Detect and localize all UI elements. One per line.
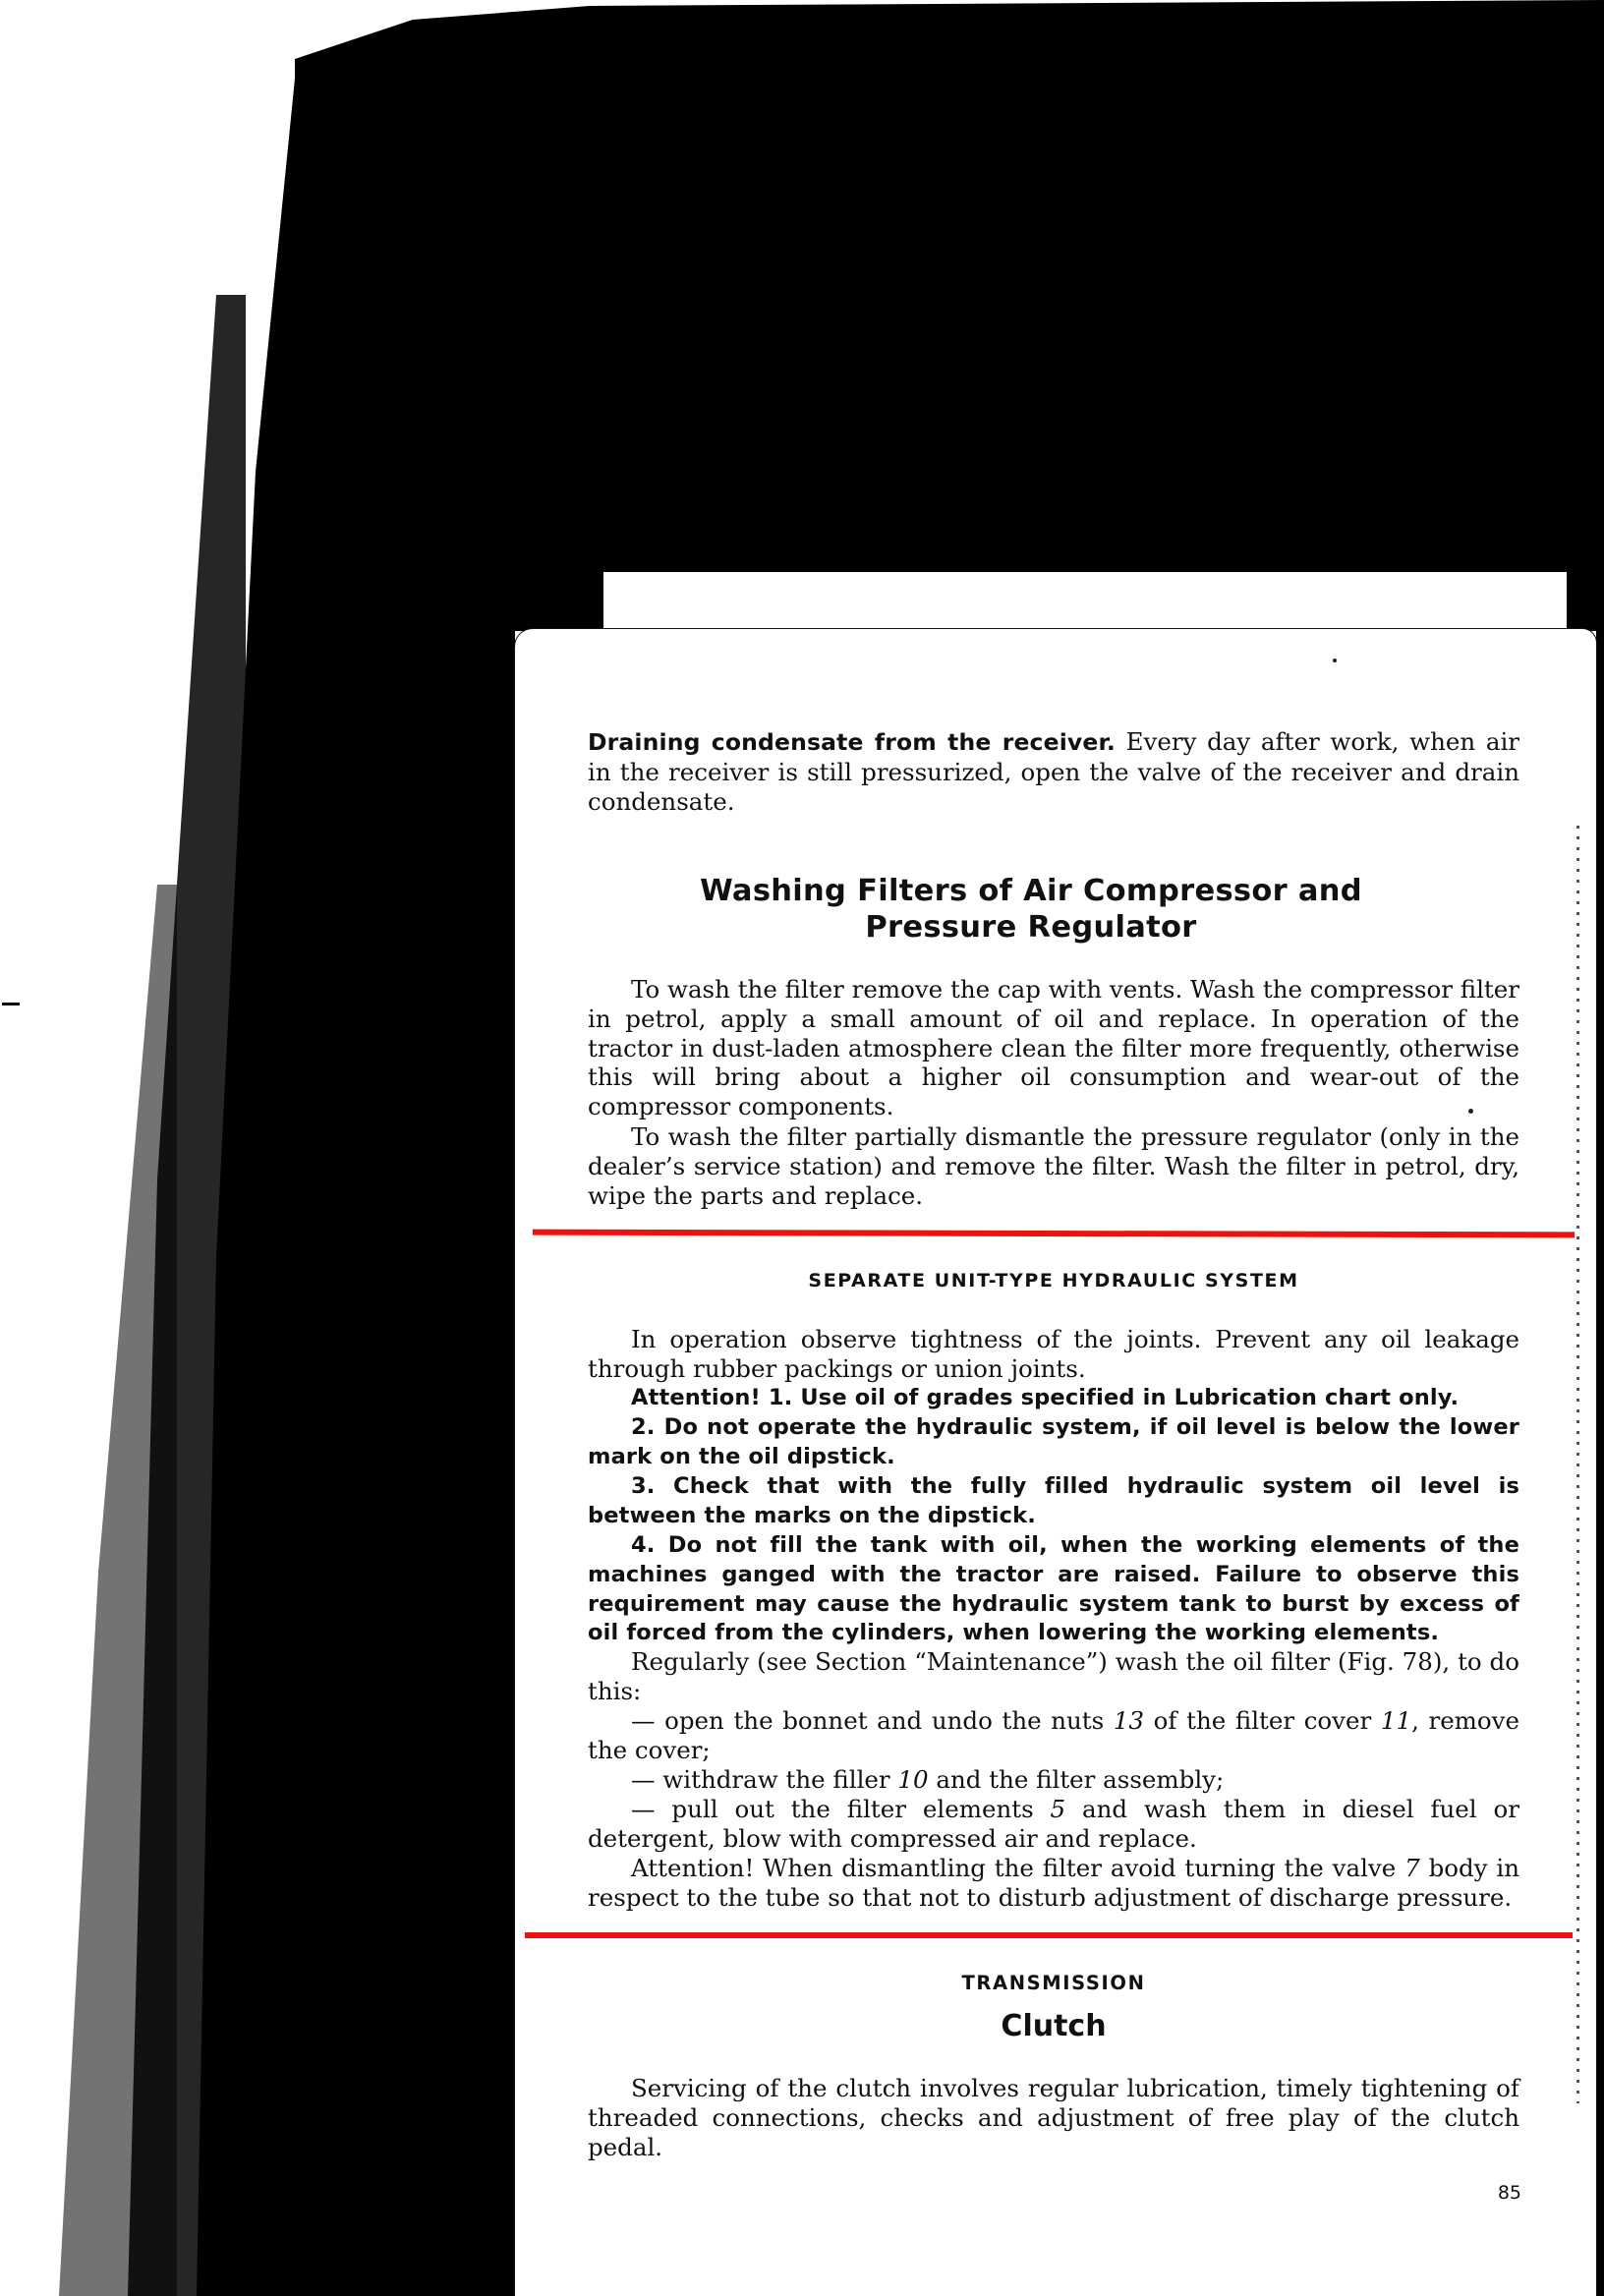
transmission-title: TRANSMISSION	[961, 1972, 1146, 1994]
drain-paragraph	[588, 727, 1519, 816]
washing-paragraph-1: To wash the filter remove the cap with vents. Wash the compressor filter in petrol, apply a small amount of oil and replace. In operation of the tractor in dust-laden atmosphere clean the filter more frequently, otherwise this will bring about a higher oil consumption and wear-out of the compressor components.	[588, 975, 1519, 1121]
drain-lead: Draining condensate from the receiver.	[588, 728, 1116, 756]
hydraulic-title: SEPARATE UNIT-TYPE HYDRAULIC SYSTEM	[808, 1270, 1299, 1292]
clutch-heading: Clutch	[1001, 2009, 1107, 2043]
drain-text: Every day after work, when air in the receiver is still pressurized, open the valve of the receiver and drain condensate.	[588, 727, 1519, 816]
step-1-text-b: of the filter cover	[1144, 1706, 1381, 1735]
red-divider-2	[525, 1932, 1573, 1938]
hydraulic-step-1	[588, 1706, 1519, 1765]
step-1-ref-nuts: 13	[1113, 1706, 1145, 1735]
red-divider-1	[533, 1230, 1575, 1238]
hydraulic-paragraph-3	[588, 1854, 1519, 1913]
hydraulic-step-3	[588, 1795, 1519, 1854]
step-1-text-c: , remove the cover;	[588, 1706, 1520, 1764]
hydraulic-step-2	[588, 1765, 1519, 1795]
step-3-ref-elements: 5	[1050, 1795, 1066, 1823]
step-2-text-b: and the filter assembly;	[928, 1765, 1225, 1794]
hydraulic-attention-4: 4. Do not fill the tank with oil, when the working elements of the machines ganged with the tractor are raised. Failure to observe this requirement may cause the hydraulic system tank to burst by excess of oil forced from the cylinders, when lowering the working elements.	[588, 1532, 1519, 1646]
book-page	[515, 629, 1596, 2296]
step-1-ref-cover: 11	[1380, 1706, 1412, 1735]
p3-text-b: body in respect to the tube so that not to disturb adjustment of discharge pressure.	[588, 1854, 1519, 1912]
hydraulic-paragraph-2: Regularly (see Section “Maintenance”) wash the oil filter (Fig. 78), to do this:	[588, 1647, 1519, 1705]
hydraulic-attention-3: 3. Check that with the fully filled hydraulic system oil level is between the marks on the dipstick.	[588, 1473, 1519, 1528]
clutch-paragraph: Servicing of the clutch involves regular lubrication, timely tightening of threaded connections, checks and adjustment of free play of the clutch pedal.	[588, 2074, 1519, 2161]
p3-ref-valve: 7	[1404, 1854, 1420, 1882]
hydraulic-attention-1: Attention! 1. Use oil of grades specified in Lubrication chart only.	[631, 1385, 1460, 1410]
step-2-ref-filler: 10	[897, 1765, 929, 1794]
hydraulic-paragraph-1: In operation observe tightness of the joints. Prevent any oil leakage through rubber packings or union joints.	[588, 1325, 1519, 1383]
step-3-text-a: — pull out the filter elements	[631, 1795, 1051, 1823]
step-3-text-b: and wash them in diesel fuel or detergent, blow with compressed air and replace.	[588, 1795, 1519, 1853]
washing-paragraph-2: To wash the filter partially dismantle the pressure regulator (only in the dealer’s service station) and remove the filter. Wash the filter in petrol, dry, wipe the parts and replace.	[588, 1122, 1519, 1210]
page-number: 85	[1497, 2182, 1521, 2204]
step-1-text-a: — open the bonnet and undo the nuts	[631, 1706, 1114, 1735]
hydraulic-attention-2: 2. Do not operate the hydraulic system, if oil level is below the lower mark on the oil dipstick.	[588, 1414, 1519, 1469]
washing-title: Washing Filters of Air Compressor and Pressure Regulator	[700, 874, 1362, 945]
p3-text-a: Attention! When dismantling the filter avoid turning the valve	[631, 1854, 1405, 1882]
step-2-text-a: — withdraw the filler	[631, 1765, 898, 1794]
